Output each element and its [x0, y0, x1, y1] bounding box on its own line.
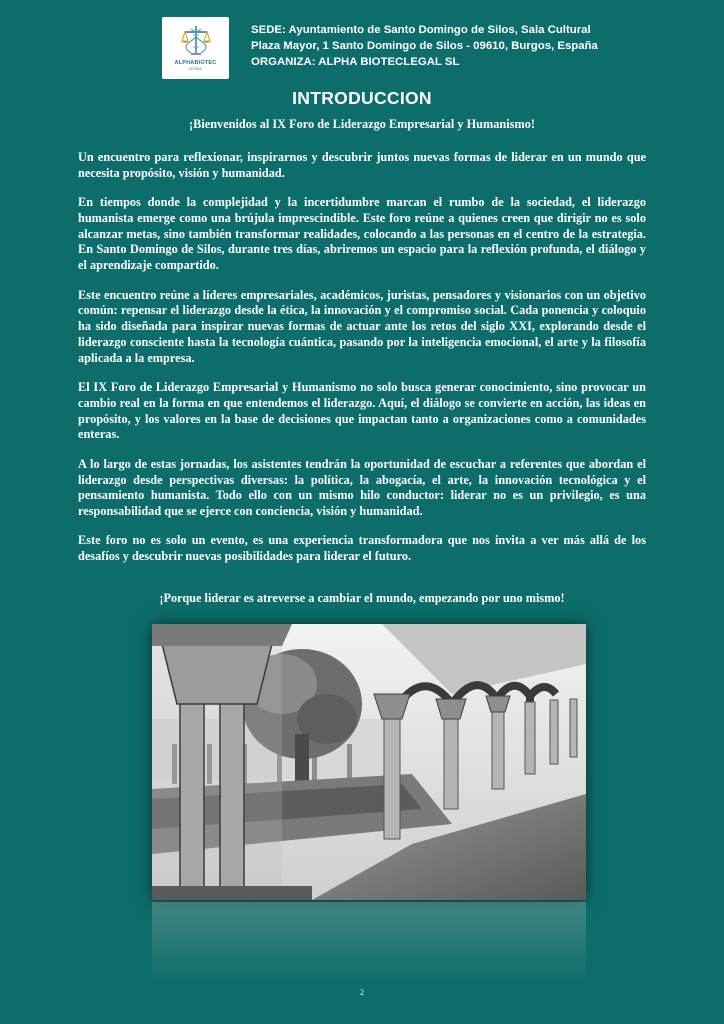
- logo-subtitle: LEGAL: [189, 66, 202, 71]
- paragraph: Un encuentro para reflexionar, inspirarnos y descubrir juntos nuevas formas de liderar en un mundo que necesita propósito, visión y humanidad.: [78, 150, 646, 180]
- paragraph: Este encuentro reúne a líderes empresariales, académicos, juristas, pensadores y visionarios con un objetivo común: repensar el liderazgo desde la ética, la innovación y el compromiso social. Cada ponencia y coloquio ha sido diseñada para inspirar nuevas formas de actuar ante los retos del siglo XXI, explorando desde el liderazgo consciente hasta la tecnología cuántica, pasando por la inteligencia emocional, el arte y la filosofía aplicada a la empresa.: [78, 287, 646, 365]
- paragraph: El IX Foro de Liderazgo Empresarial y Humanismo no solo busca generar conocimiento, sino provocar un cambio real en la forma en que entendemos el liderazgo. Aquí, el diálogo se convierte en acción, las ideas en propósito, y los valores en la base de decisiones que impactan tanto a organizaciones como a comunidades enteras.: [78, 380, 646, 442]
- address-line: Plaza Mayor, 1 Santo Domingo de Silos - 09610, Burgos, España: [251, 40, 598, 52]
- welcome-line: ¡Bienvenidos al IX Foro de Liderazgo Empresarial y Humanismo!: [189, 117, 535, 131]
- paragraph: Este foro no es solo un evento, es una experiencia transformadora que nos invita a ver más allá de los desafíos y descubrir nuevas posibilidades para liderar el futuro.: [78, 533, 646, 564]
- paragraph: En tiempos donde la complejidad y la incertidumbre marcan el rumbo de la sociedad, el liderazgo humanista emerge como una brújula imprescindible. Este foro reúne a quienes creen que dirigir no es solo alcanzar metas, sino también transformar realidades, colocando a las personas en el centro de la estrategia. En Santo Domingo de Silos, durante tres días, abriremos un espacio para la reflexión profunda, el diálogo y el aprendizaje compartido.: [78, 195, 646, 273]
- page-number: 2: [360, 988, 364, 997]
- cloister-photo: [152, 624, 586, 984]
- closing-line: ¡Porque liderar es atreverse a cambiar el mundo, empezando por uno mismo!: [159, 591, 565, 605]
- introduction-body: [78, 150, 646, 579]
- page-title: INTRODUCCION: [292, 88, 432, 108]
- venue-line: SEDE: Ayuntamiento de Santo Domingo de Silos, Sala Cultural: [251, 24, 591, 36]
- dna-scales-icon: [179, 23, 213, 57]
- cloister-image: [152, 624, 586, 900]
- photo-reflection: [152, 902, 586, 984]
- organizer-line: ORGANIZA: ALPHA BIOTECLEGAL SL: [251, 56, 460, 68]
- organizer-logo: [162, 17, 229, 79]
- paragraph: A lo largo de estas jornadas, los asistentes tendrán la oportunidad de escuchar a referentes que abordan el liderazgo desde perspectivas diversas: la política, la abogacía, el arte, la innovación tecnológica y el pensamiento humanista. Todo ello con un mismo hilo conductor: liderar no es un privilegio, es una responsabilidad que se ejerce con conciencia, visión y humanidad.: [78, 456, 646, 519]
- logo-name: ALPHABIOTEC: [174, 60, 217, 66]
- venue-header: [251, 22, 691, 70]
